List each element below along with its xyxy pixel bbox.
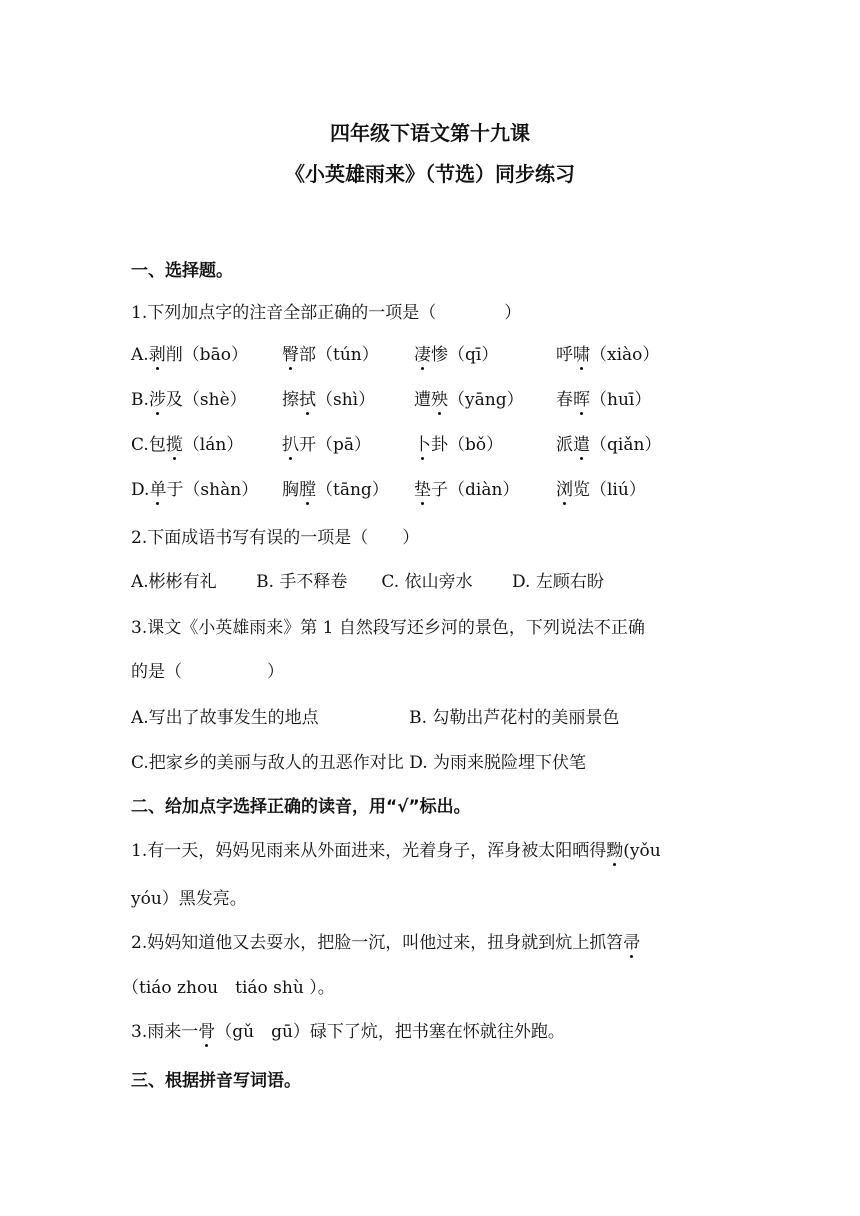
- section1-heading: 一、选择题。: [131, 261, 233, 281]
- q1-opt-b: 部（tún）: [299, 345, 379, 365]
- s2-q1-line2: yóu）黑发亮。: [131, 889, 247, 909]
- q1-opt-a: 胸: [282, 480, 299, 500]
- q1-option-4-1: [131, 475, 258, 500]
- q1-opt-a: 呼: [556, 345, 573, 365]
- q1-option-2-4: [556, 385, 651, 410]
- q3-options-cd: C.把家乡的美丽与敌人的丑恶作对比 D. 为雨来脱险埋下伏笔: [131, 753, 587, 773]
- q1-option-4-4: [556, 475, 646, 500]
- q1-opt-pre: D.: [131, 480, 150, 500]
- q1-opt-dot: 啸: [573, 340, 590, 365]
- lesson-title: 四年级下语文第十九课: [330, 121, 530, 145]
- q1-opt-dot: 揽: [166, 430, 183, 455]
- q1-opt-a: 春: [556, 390, 573, 410]
- lesson-subtitle: 《小英雄雨来》（节选）同步练习: [285, 162, 575, 186]
- q1-option-2-1: [131, 385, 247, 410]
- q1-option-2-3: [414, 385, 524, 410]
- q1-opt-a: 涉: [149, 385, 166, 410]
- q3-stem-line1: 3.课文《小英雄雨来》第 1 自然段写还乡河的景色，下列说法不正确: [131, 618, 645, 638]
- s2-q1-text: 1.有一天，妈妈见雨来从外面进来，光着身子，浑身被太阳晒得黝: [131, 841, 623, 861]
- q1-opt-b: （shì）: [316, 390, 376, 410]
- s2-q2-line1: [131, 928, 640, 953]
- s2-q2-dotted-char: 帚: [623, 928, 640, 953]
- q1-option-3-3: [414, 430, 503, 455]
- q1-option-4-2: [282, 475, 389, 500]
- s2-q3-post: （gǔ gū）碌下了炕，把书塞在怀就往外跑。: [215, 1022, 565, 1042]
- q1-opt-a: 包: [148, 435, 166, 455]
- q1-opt-b: 览（liú）: [573, 480, 646, 500]
- q1-stem: 1.下列加点字的注音全部正确的一项是（ ）: [131, 303, 522, 323]
- q1-opt-a: 扒: [282, 430, 299, 455]
- q1-opt-b: 削（bāo）: [165, 345, 248, 365]
- s2-q1-line1: [131, 836, 661, 861]
- s2-q1-pinyin: (yǒu: [623, 841, 661, 861]
- q3-stem-line2: 的是（ ）: [131, 662, 284, 682]
- q1-opt-b: （lán）: [182, 435, 244, 455]
- q1-option-1-3: [414, 340, 498, 365]
- q1-opt-b: 及（shè）: [165, 390, 247, 410]
- q2-options: A.彬彬有礼 B. 手不释卷 C. 依山旁水 D. 左顾右盼: [131, 572, 604, 592]
- q1-opt-b: 惨（qī）: [431, 345, 499, 365]
- q1-opt-b: （qiǎn）: [590, 435, 662, 455]
- s2-q1-dotted-char: 黝: [606, 836, 623, 861]
- q1-opt-b: （tāng）: [316, 480, 389, 500]
- q1-opt-dot: 拭: [299, 385, 316, 410]
- q3-options-ab: A.写出了故事发生的地点 B. 勾勒出芦花村的美丽景色: [131, 708, 620, 728]
- q1-opt-a: 遭: [414, 390, 431, 410]
- s2-q3-dotted-char: 骨: [198, 1017, 215, 1042]
- q2-stem: 2.下面成语书写有误的一项是（ ）: [131, 528, 420, 548]
- q1-opt-pre: A.: [131, 345, 149, 365]
- q1-option-3-2: [282, 430, 371, 455]
- q1-opt-a: 卜: [414, 430, 431, 455]
- q1-option-2-2: [282, 385, 375, 410]
- q1-opt-a: 浏: [556, 475, 573, 500]
- s2-q2-line2: （tiáo zhou tiáo shù ）。: [122, 978, 335, 998]
- q1-opt-a: 垫: [414, 475, 431, 500]
- q1-option-3-1: [131, 430, 243, 455]
- q1-opt-b: （yāng）: [448, 390, 524, 410]
- q1-opt-pre: C.: [131, 435, 149, 455]
- q1-option-1-2: [282, 340, 379, 365]
- q1-option-4-3: [414, 475, 519, 500]
- s2-q3-pre: 3.雨来一: [131, 1022, 199, 1042]
- s2-q2-text: 2.妈妈知道他又去耍水，把脸一沉，叫他过来，扭身就到炕上抓笤: [131, 933, 624, 953]
- q1-opt-a: 擦: [282, 390, 299, 410]
- q1-option-1-4: [556, 340, 659, 365]
- q1-opt-b: （huī）: [590, 390, 652, 410]
- q1-opt-b: 开（pā）: [299, 435, 372, 455]
- q1-opt-dot: 遣: [573, 430, 590, 455]
- q1-opt-b: 卦（bǒ）: [431, 435, 504, 455]
- q1-opt-b: 于（shàn）: [166, 480, 259, 500]
- q1-option-1-1: [131, 340, 248, 365]
- s2-q3-line: [131, 1017, 565, 1042]
- q1-opt-dot: 殃: [431, 385, 448, 410]
- q1-opt-a: 派: [556, 435, 573, 455]
- section2-heading: 二、给加点字选择正确的读音，用“√”标出。: [131, 797, 471, 817]
- q1-opt-b: 子（diàn）: [431, 480, 520, 500]
- q1-opt-dot: 膛: [299, 475, 316, 500]
- q1-opt-a: 臀: [282, 340, 299, 365]
- q1-option-3-4: [556, 430, 661, 455]
- q1-opt-a: 剥: [149, 340, 166, 365]
- q1-opt-dot: 晖: [573, 385, 590, 410]
- q1-opt-a: 单: [149, 475, 166, 500]
- q1-opt-b: （xiào）: [590, 345, 660, 365]
- q1-opt-pre: B.: [131, 390, 149, 410]
- q1-opt-a: 凄: [414, 340, 431, 365]
- section3-heading: 三、根据拼音写词语。: [131, 1071, 301, 1091]
